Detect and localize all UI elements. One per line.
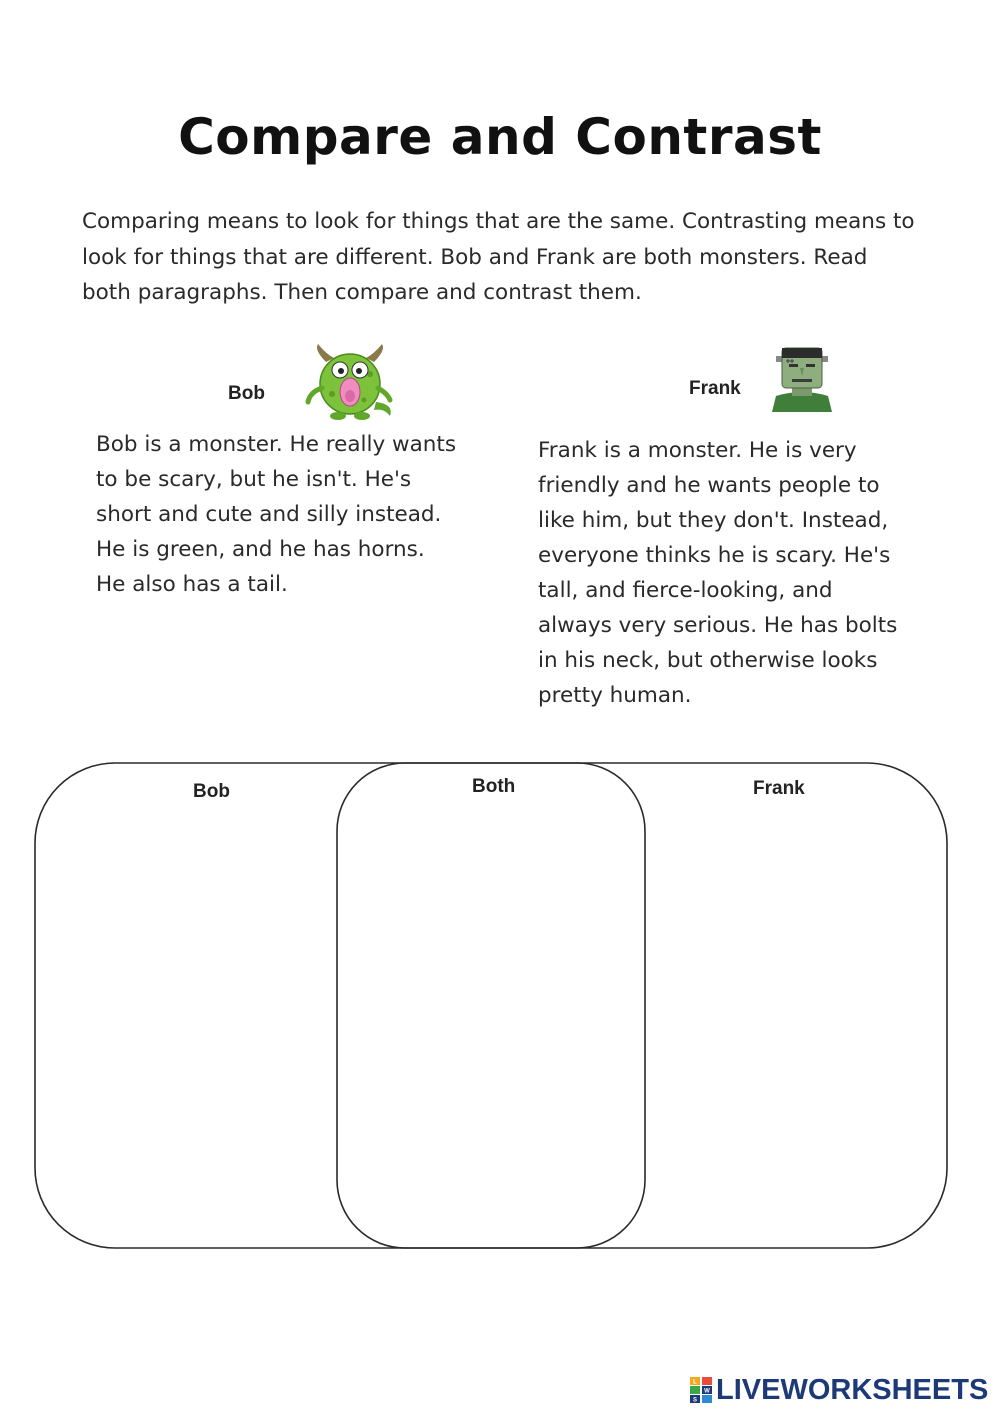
logo-mark-icon: [690, 1377, 712, 1403]
intro-text: Comparing means to look for things that are the same. Contrasting means to look for things that are different. Bob and Frank are both monsters. Read both paragraphs. Then compare and contrast them.: [82, 209, 915, 305]
liveworksheets-logo: [690, 1372, 988, 1408]
venn-frank-label: Frank: [753, 778, 805, 799]
frank-name-label: Frank: [689, 378, 741, 399]
page-title: Compare and Contrast: [178, 108, 822, 166]
bob-paragraph-line: short and cute and silly instead.: [96, 502, 442, 527]
venn-both-box: [337, 763, 645, 1248]
logo-text: LIVEWORKSHEETS: [716, 1373, 989, 1406]
venn-outer-box: [35, 763, 947, 1248]
bob-paragraph-line: Bob is a monster. He really wants: [96, 432, 457, 457]
frank-paragraph-line: Frank is a monster. He is very: [538, 438, 857, 463]
bob-paragraph-line: to be scary, but he isn't. He's: [96, 467, 412, 492]
logo-mark-letter: W: [704, 1388, 710, 1395]
frank-paragraph-line: everyone thinks he is scary. He's: [538, 543, 891, 568]
bob-paragraph-line: He is green, and he has horns.: [96, 537, 425, 562]
frank-paragraph-line: tall, and fierce-looking, and: [538, 578, 833, 603]
logo-mark-letter: S: [692, 1397, 698, 1403]
frank-paragraph-line: like him, but they don't. Instead,: [538, 508, 889, 533]
bob-name-label: Bob: [228, 383, 265, 404]
bob-paragraph-line: He also has a tail.: [96, 572, 288, 597]
logo-mark-letter: L: [693, 1379, 697, 1386]
venn-both-label: Both: [472, 776, 516, 797]
frank-paragraph-line: always very serious. He has bolts: [538, 613, 898, 638]
venn-bob-label: Bob: [193, 781, 230, 802]
frank-paragraph-line: pretty human.: [538, 683, 692, 708]
frank-paragraph-line: in his neck, but otherwise looks: [538, 648, 878, 673]
frank-paragraph-line: friendly and he wants people to: [538, 473, 880, 498]
